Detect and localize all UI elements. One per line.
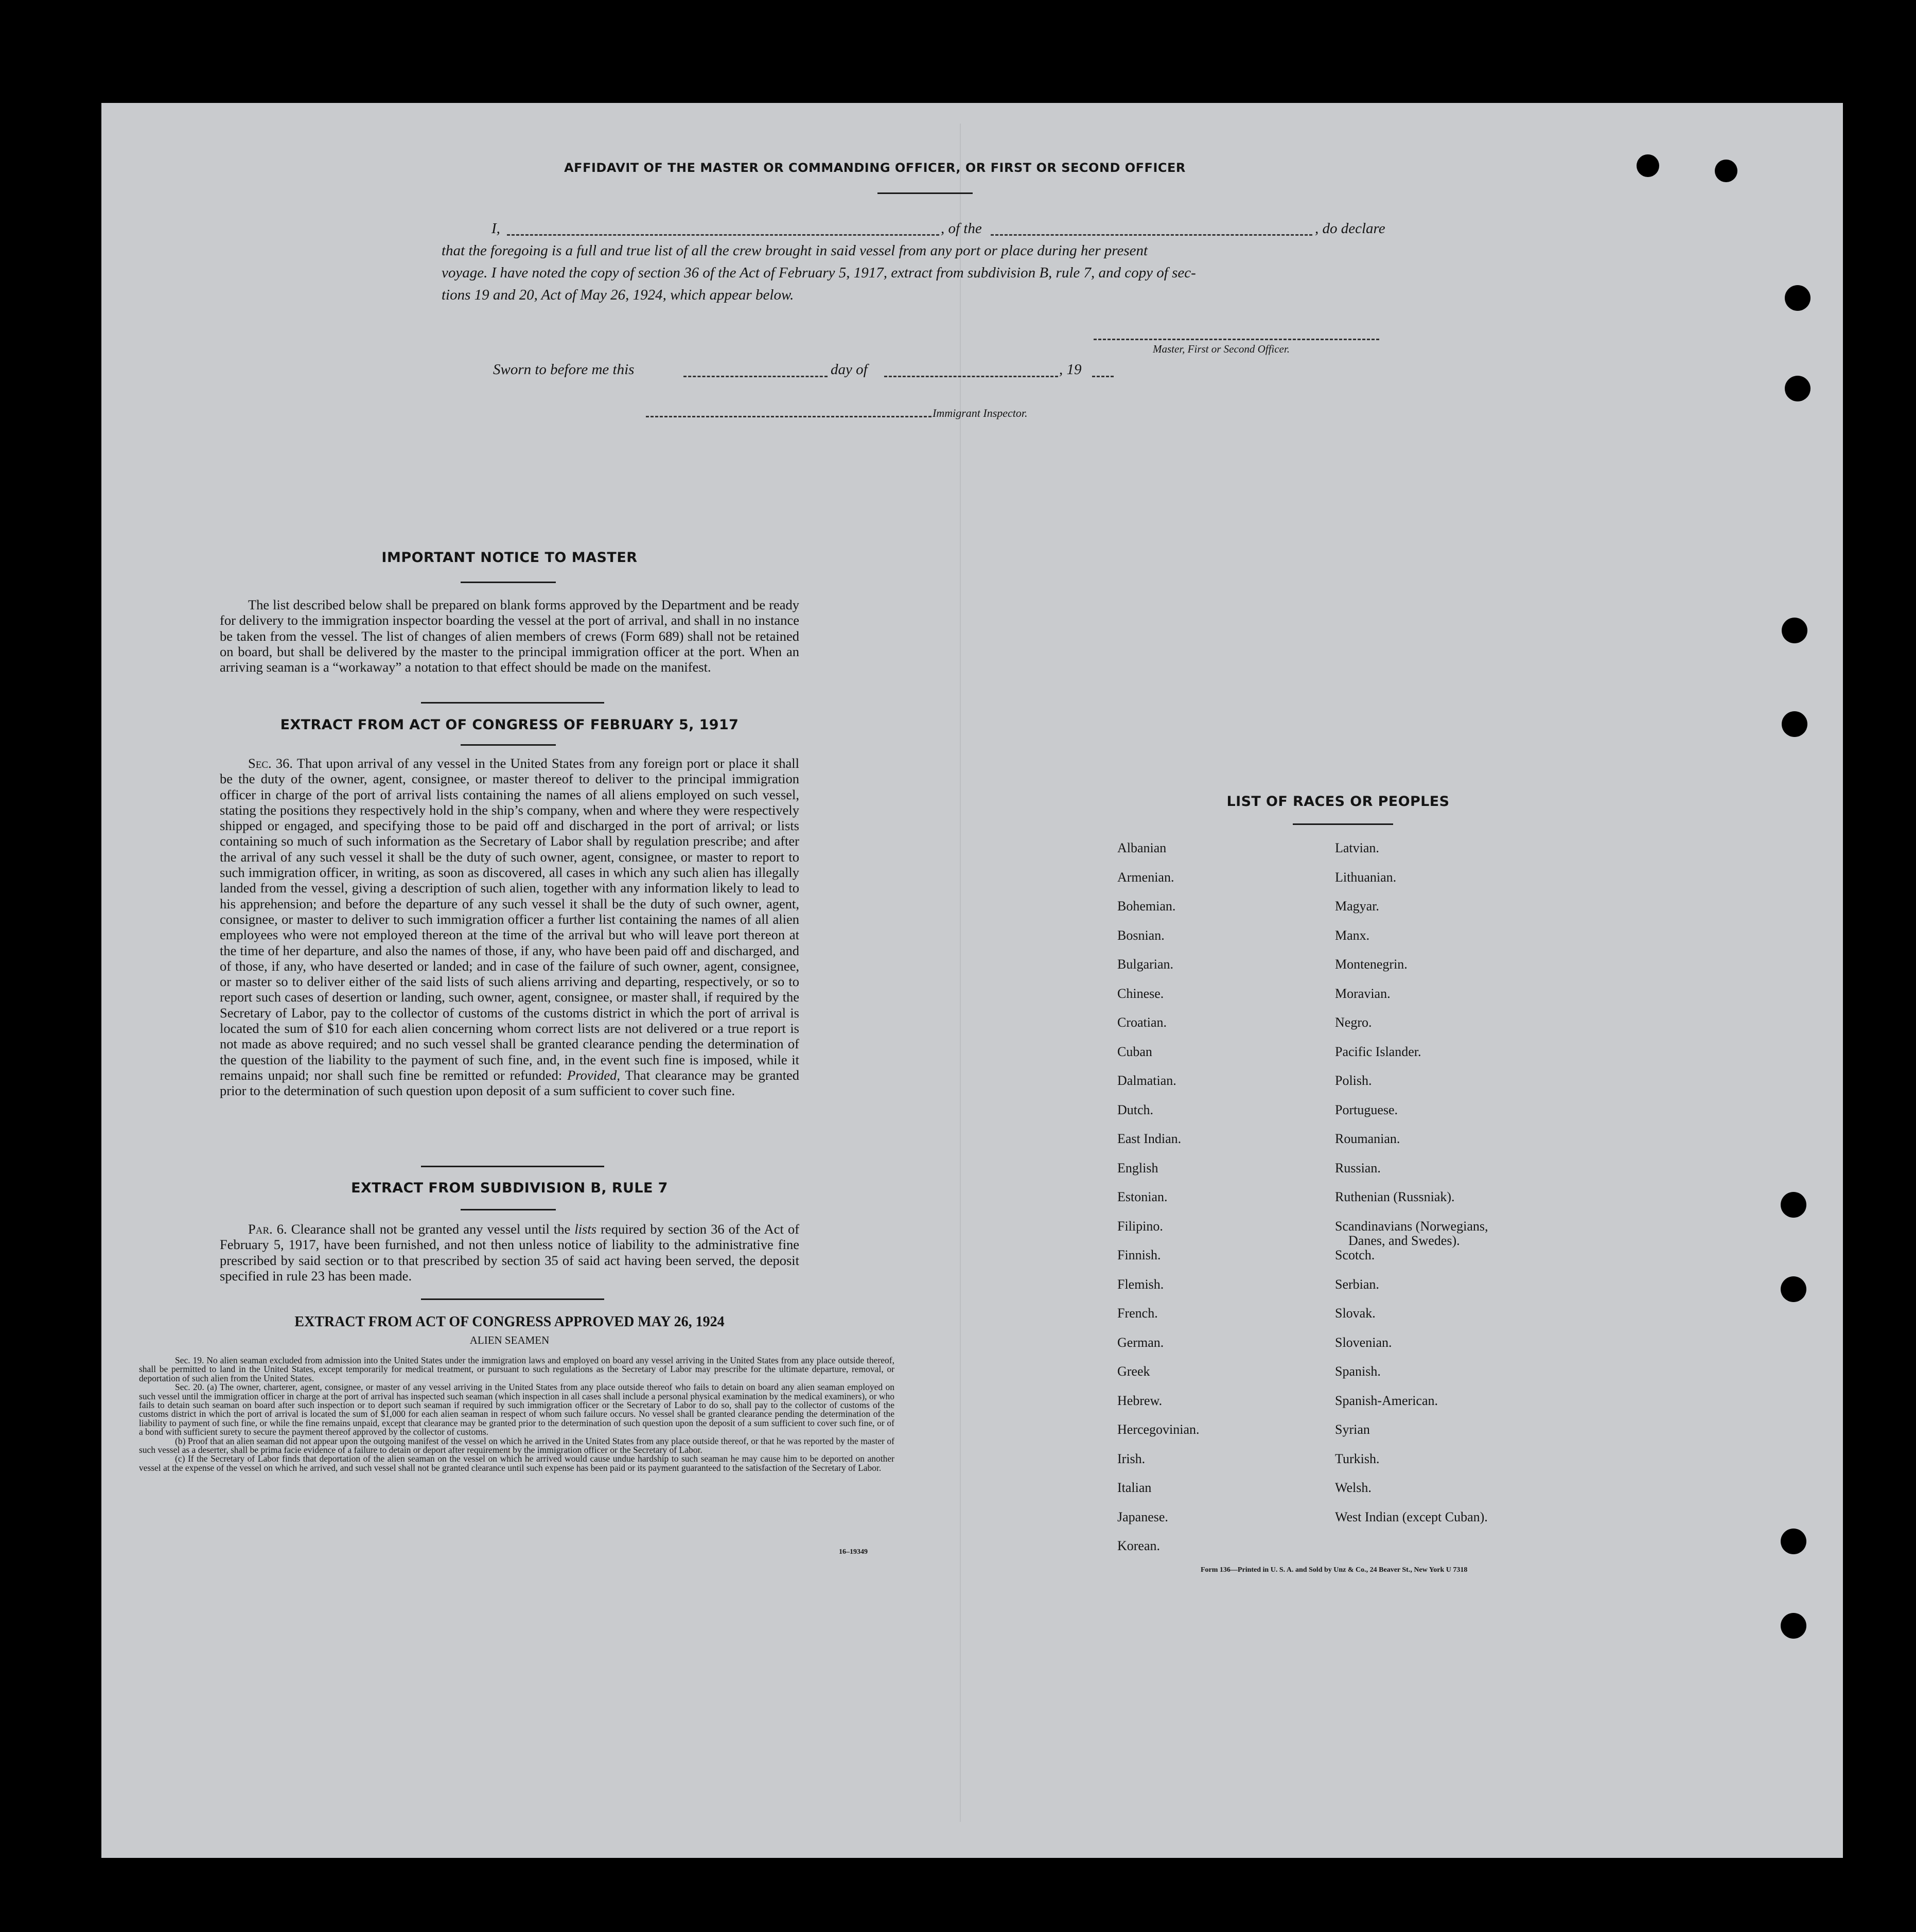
extract-1924-heading: EXTRACT FROM ACT OF CONGRESS APPROVED MAY 26, 1924 <box>294 1314 725 1330</box>
affidavit-heading: AFFIDAVIT OF THE MASTER OR COMMANDING OFFICER, OR FIRST OR SECOND OFFICER <box>564 161 1186 175</box>
race-item: German. <box>1117 1334 1164 1350</box>
race-item: Syrian <box>1335 1422 1370 1437</box>
punch-hole <box>1785 376 1810 401</box>
signature-line[interactable] <box>1094 339 1379 340</box>
sec20b-text: (b) Proof that an alien seaman did not appear upon the outgoing manifest of the vessel on which he arrived in the United States from any place outside thereof, or that he was reported by the master of such vessel as a deserter, shall be prima facie evidence of a failure to detain or deport after requirement by the immigration officer or the Secretary of Labor. <box>139 1435 894 1455</box>
race-item: Korean. <box>1117 1538 1161 1553</box>
race-item: Montenegrin. <box>1335 957 1408 972</box>
sec20a-text: Sec. 20. (a) The owner, charterer, agent, consignee, or master of any vessel arriving in the United States from any place outside thereof who fails to detain on board any alien seaman employed on such vessel until the immigration officer in charge at the port of arrival has inspected such seaman (which inspection in all cases shall include a personal physical examination by the medical examiners), or who fails to detain such seaman on board after such inspection or to deport such seaman if required by such immigration officer or the Secretary of Labor to do so, shall pay to the collector of customs of the customs district in which the port of arrival is located the sum of $1,000 for each alien seaman in respect of whom such failure occurs. No vessel shall be granted clearance pending the determination of the liability to payment of such fine, or while the fine remains unpaid, except that clearance may be granted prior to the determination of such question upon the deposit of a sum sufficient to cover such fine, or of a bond with sufficient surety to secure the payment thereof approved by the collector of customs. <box>139 1382 894 1437</box>
day-blank[interactable] <box>683 376 828 377</box>
extract-1917-heading: EXTRACT FROM ACT OF CONGRESS OF FEBRUARY 5, 1917 <box>280 717 739 733</box>
race-item: Scotch. <box>1335 1248 1375 1262</box>
race-item: Slovenian. <box>1335 1334 1392 1350</box>
punch-hole <box>1785 285 1810 311</box>
punch-hole <box>1782 711 1807 737</box>
race-item: Roumanian. <box>1335 1131 1400 1146</box>
section-body: That upon arrival of any vessel in the United States from any foreign port or place it shall be the duty of the owner, agent, consignee, or master thereof to deliver to the principal immigration officer in charge of the port of arrival lists containing the names of all aliens employed on such vessel, stating the positions they respectively hold in the ship’s company, when and where they were respectively shipped or engaged, and specifying those to be paid off and discharged in the port of arrival; or lists containing so much of such information as the Secretary of Labor shall by regulation prescribe; and after the arrival of any such vessel it shall be the duty of such owner, agent, consignee, or master to report to such immigration officer, in writing, as soon as discovered, all cases in which any such alien has illegally landed from the vessel, giving a description of such alien, together with any information likely to lead to his apprehension; and before the departure of any such vessel it shall be the duty of such owner, agent, consignee, or master to deliver to such immigration officer a further list containing the names of all alien employees who were not employed thereon at the time of the arrival but who will leave port thereon at the time of her departure, and also the names of those, if any, who have been paid off and discharged, and of those, if any, who have deserted or landed; and in case of the failure of such owner, agent, consignee, or master so to deliver either of the said lists of such aliens arriving and departing, respectively, or so to report such cases of desertion or landing, such owner, agent, consignee, or master shall, if required by the Secretary of Labor, pay to the collector of customs of the customs district in which the port of arrival is located the sum of $10 for each alien concerning whom correct lists are not delivered or a true report is not made as above required; and no such vessel shall be granted clearance pending the determination of the question of the liability to the payment of such fine, and, in the event such fine is imposed, while it remains unpaid; nor shall such fine be remitted or refunded: <box>220 756 799 1083</box>
section-label: Sec. 36. <box>248 756 293 771</box>
race-item: Estonian. <box>1117 1189 1168 1204</box>
inspector-line[interactable] <box>646 416 931 417</box>
race-item: Welsh. <box>1335 1480 1372 1495</box>
race-item: Bosnian. <box>1117 927 1165 943</box>
races-heading: LIST OF RACES OR PEOPLES <box>1226 794 1450 810</box>
punch-hole <box>1781 1613 1806 1639</box>
race-item: Slovak. <box>1335 1306 1376 1321</box>
divider <box>421 1166 604 1167</box>
race-item: Serbian. <box>1335 1276 1379 1292</box>
race-item: Croatian. <box>1117 1015 1167 1030</box>
race-item: Ruthenian (Russniak). <box>1335 1189 1455 1204</box>
race-item: Spanish-American. <box>1335 1393 1438 1408</box>
sworn-day-of: day of <box>831 361 868 378</box>
race-item: West Indian (except Cuban). <box>1335 1509 1488 1524</box>
race-item: Italian <box>1117 1480 1152 1495</box>
rule7-heading: EXTRACT FROM SUBDIVISION B, RULE 7 <box>351 1180 668 1196</box>
race-item: Japanese. <box>1117 1509 1168 1524</box>
punch-hole <box>1637 154 1659 177</box>
race-item: Irish. <box>1117 1451 1146 1466</box>
race-item: Moravian. <box>1335 986 1391 1001</box>
divider <box>461 1209 556 1210</box>
rule7-body-a: Clearance shall not be granted any vessel until the <box>291 1221 571 1237</box>
lists-word: lists <box>574 1221 597 1237</box>
affidavit-of-the: , of the <box>941 220 982 237</box>
divider <box>1293 823 1393 825</box>
punch-hole <box>1782 618 1807 643</box>
affidavit-line: that the foregoing is a full and true list of all the crew brought in said vessel from any port or place during her present <box>442 242 1148 259</box>
sworn-prefix: Sworn to before me this <box>493 361 635 378</box>
race-item: Bohemian. <box>1117 899 1176 914</box>
race-item: Pacific Islander. <box>1335 1044 1421 1059</box>
notice-text: The list described below shall be prepared on blank forms approved by the Department and be ready for delivery to the immigration inspector boarding the vessel at the port of arrival, and shall in no instance be taken from the vessel. The list of changes of alien members of crews (Form 689) shall not be retained on board, but shall be delivered by the master to the principal immigration officer at the port. When an arriving seaman is a “workaway” a notation to that effect should be made on the manifest. <box>220 597 799 675</box>
affidavit-declare: , do declare <box>1315 220 1385 237</box>
affidavit-i: I, <box>491 220 500 237</box>
race-item: Filipino. <box>1117 1218 1163 1234</box>
race-item: Turkish. <box>1335 1451 1380 1466</box>
race-item: Magyar. <box>1335 899 1379 914</box>
section-36-text <box>220 756 799 1099</box>
race-item: Chinese. <box>1117 986 1164 1001</box>
race-item: Scandinavians (Norwegians, <box>1335 1218 1488 1234</box>
month-blank[interactable] <box>884 376 1058 377</box>
par-label: Par. 6. <box>248 1221 287 1237</box>
inspector-caption: Immigrant Inspector. <box>933 407 1028 419</box>
race-item: Dalmatian. <box>1117 1073 1176 1088</box>
divider <box>461 582 556 583</box>
punch-hole <box>1715 160 1737 182</box>
race-item: Hercegovinian. <box>1117 1422 1200 1437</box>
sections-1924 <box>139 1356 894 1472</box>
race-item: Lithuanian. <box>1335 869 1397 885</box>
sec20c-text: (c) If the Secretary of Labor finds that deportation of the alien seaman on the vessel on which he arrived would cause undue hardship to such seaman he may cause him to be deported on another vessel at the expense of the vessel on which he arrived, and such vessel shall not be granted clearance until such expense has been paid or its payment guaranteed to the satisfaction of the Secretary of Labor. <box>139 1453 894 1473</box>
divider <box>877 192 973 194</box>
race-item: Armenian. <box>1117 869 1174 885</box>
race-item: Greek <box>1117 1364 1150 1379</box>
race-item: Bulgarian. <box>1117 957 1174 972</box>
divider <box>421 702 604 704</box>
alien-seamen-subheading: ALIEN SEAMEN <box>469 1334 550 1346</box>
affidavit-line: voyage. I have noted the copy of section 36 of the Act of February 5, 1917, extract from subdivision B, rule 7, and copy of sec- <box>442 265 1196 281</box>
race-item: English <box>1117 1160 1158 1175</box>
proviso-label: Provided, <box>567 1067 620 1083</box>
sec19-text: Sec. 19. No alien seaman excluded from admission into the United States under the immigration laws and employed on board any vessel arriving in the United States from any place outside thereof, shall be permitted to land in the United States, except temporarily for medical treatment, or pursuant to such regulations as the Secretary of Labor may prescribe for the ultimate departure, removal, or deportation of such alien from the United States. <box>139 1355 894 1383</box>
punch-hole <box>1781 1276 1806 1302</box>
form-code: 16–19349 <box>839 1548 868 1556</box>
race-item: Danes, and Swedes). <box>1348 1233 1460 1248</box>
rule7-body-b: required by section 36 of the Act of February 5, 1917, have been furnished, and not then unless notice of liability to the administrative fine prescribed by said section or to that prescribed by section 35 of said act having been served, the deposit specified in rule 23 has been made. <box>220 1221 800 1284</box>
race-item: Portuguese. <box>1335 1102 1398 1117</box>
race-item: Russian. <box>1335 1160 1381 1175</box>
race-item: Dutch. <box>1117 1102 1154 1117</box>
year-blank[interactable] <box>1092 376 1114 377</box>
race-item: Negro. <box>1335 1015 1372 1030</box>
rule7-text <box>220 1221 799 1284</box>
race-item: Flemish. <box>1117 1276 1164 1292</box>
affidavit-line: tions 19 and 20, Act of May 26, 1924, which appear below. <box>442 287 794 303</box>
race-item: Cuban <box>1117 1044 1152 1059</box>
race-item: East Indian. <box>1117 1131 1182 1146</box>
form-printer-note: Form 136—Printed in U. S. A. and Sold by Unz & Co., 24 Beaver St., New York U 7318 <box>1201 1566 1468 1574</box>
divider <box>421 1298 604 1300</box>
race-item: Polish. <box>1335 1073 1372 1088</box>
vessel-blank[interactable] <box>991 234 1312 236</box>
divider <box>461 744 556 746</box>
signature-caption: Master, First or Second Officer. <box>1153 343 1290 355</box>
race-item: Manx. <box>1335 927 1370 943</box>
fold-line <box>960 124 961 1822</box>
name-blank[interactable] <box>507 234 939 236</box>
notice-heading: IMPORTANT NOTICE TO MASTER <box>381 550 638 566</box>
race-item: Albanian <box>1117 840 1167 855</box>
punch-hole <box>1781 1192 1806 1218</box>
punch-hole <box>1781 1529 1806 1554</box>
race-item: Finnish. <box>1117 1248 1161 1262</box>
race-item: Spanish. <box>1335 1364 1381 1379</box>
race-item: Hebrew. <box>1117 1393 1163 1408</box>
race-item: French. <box>1117 1306 1158 1321</box>
race-item: Latvian. <box>1335 840 1379 855</box>
sworn-year: , 19 <box>1059 361 1082 378</box>
proviso-text: That clearance may be granted prior to the determination of such question upon deposit of a sum sufficient to cover such fine. <box>220 1067 800 1099</box>
